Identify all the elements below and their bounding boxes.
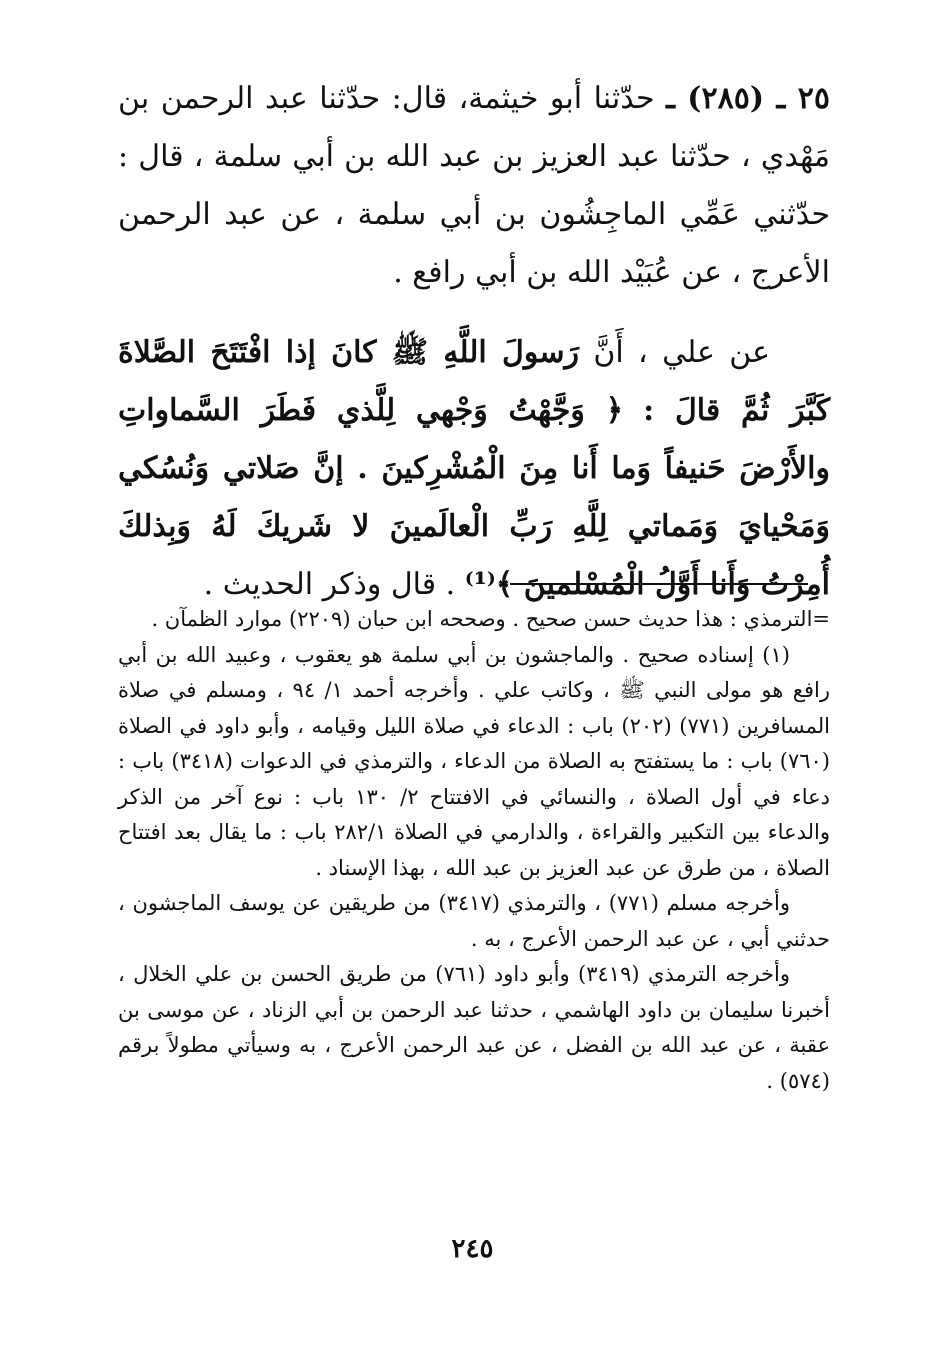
isnad-text: حدّثنا أبو خيثمة، قال: حدّثنا عبد الرحمن بن مَهْدي ، حدّثنا عبد العزيز بن عبد الله بن أبي سلمة ، قال : حدّثني عَمِّي الماجِشُون بن أبي سلمة ، عن عبد الرحمن الأعرج ، عن عُبَيْد الله بن أبي رافع . [118, 81, 830, 290]
footnote-divider [510, 583, 808, 585]
matn-paragraph [118, 324, 830, 614]
footnote-1: (١) إسناده صحيح . والماجشون بن أبي سلمة هو يعقوب ، وعبيد الله بن أبي رافع هو مولى النبي ﷺ ، وكاتب علي . وأخرجه أحمد ١/ ٩٤ ، ومسلم في صلاة المسافرين (٧٧١) (٢٠٢) باب : الدعاء في صلاة الليل وقيامه ، وأبو داود في الصلاة (٧٦٠) باب : ما يستفتح به الصلاة من الدعاء ، والترمذي في الدعوات (٣٤١٨) باب : دعاء في أول الصلاة ، والنسائي في الافتتاح ٢/ ١٣٠ باب : نوع آخر من الذكر والدعاء بين التكبير والقراءة ، والدارمي في الصلاة ٢٨٢/١ باب : ما يقال بعد افتتاح الصلاة ، من طرق عن عبد العزيز بن عبد الله ، بهذا الإسناد . [118, 642, 831, 880]
page-number: ٢٤٥ [451, 1234, 494, 1264]
matn-outro: . قال وذكر الحديث . [203, 567, 456, 602]
footnote-continuation: =الترمذي : هذا حديث حسن صحيح . وصححه ابن حبان (٢٢٠٩) موارد الظمآن . [151, 607, 830, 631]
footnotes [118, 602, 830, 1099]
footnote-2: وأخرجه مسلم (٧٧١) ، والترمذي (٣٤١٧) من طريقين عن يوسف الماجشون ، حدثني أبي ، عن عبد الرحمن الأعرج ، به . [118, 891, 830, 951]
matn-intro: عن علي ، أَنَّ [593, 335, 770, 370]
hadith-text: رَسولَ اللَّهِ ﷺ كانَ إذا افْتَتَحَ الصَّلاةَ كَبَّرَ ثُمَّ قالَ : [118, 335, 830, 428]
quran-quote: ﴿ وَجَّهْتُ وَجْهي لِلَّذي فَطَرَ السَّماواتِ والأَرْضَ حَنيفاً وَما أَنا مِنَ الْمُشْرِكينَ . إنَّ صَلاتي وَنُسُكي وَمَحْيايَ وَمَماتي لِلَّهِ رَبِّ الْعالَمينَ لا شَريكَ لَهُ وَبِذلكَ أُمِرْتُ وَأَنا أَوَّلُ الْمُسْلمينَ ﴾⁽¹⁾ [118, 393, 830, 602]
main-text [118, 70, 830, 614]
hadith-number: ٢٥ ـ (٢٨٥) ـ [666, 81, 830, 116]
footnote-3: وأخرجه الترمذي (٣٤١٩) وأبو داود (٧٦١) من طريق الحسن بن علي الخلال ، أخبرنا سليمان بن داود الهاشمي ، حدثنا عبد الرحمن بن أبي الزناد ، عن موسى بن عقبة ، عن عبد الله بن الفضل ، عن عبد الرحمن الأعرج ، به وسيأتي مطولاً برقم (٥٧٤) . [118, 962, 830, 1093]
isnad-paragraph [118, 70, 830, 302]
